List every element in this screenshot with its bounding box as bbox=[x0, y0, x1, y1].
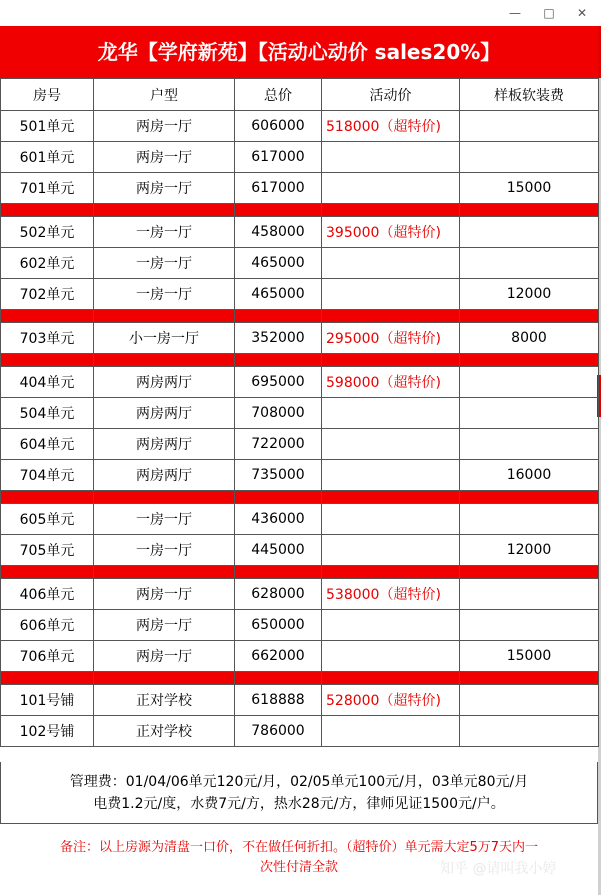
separator-cell bbox=[94, 672, 235, 685]
table-row bbox=[1, 279, 599, 310]
price-cell: 436000 bbox=[235, 504, 322, 535]
separator-cell bbox=[94, 491, 235, 504]
separator-cell bbox=[1, 672, 94, 685]
group-separator bbox=[1, 310, 599, 323]
price-cell: 606000 bbox=[235, 111, 322, 142]
fee-cell: 12000 bbox=[460, 535, 599, 566]
separator-cell bbox=[1, 354, 94, 367]
promo-price-cell: 295000（超特价) bbox=[322, 323, 460, 354]
table-row bbox=[1, 504, 599, 535]
price-cell: 695000 bbox=[235, 367, 322, 398]
separator-cell bbox=[322, 566, 460, 579]
separator-cell bbox=[1, 204, 94, 217]
group-separator bbox=[1, 491, 599, 504]
price-cell: 617000 bbox=[235, 142, 322, 173]
fee-cell: 8000 bbox=[460, 323, 599, 354]
price-table bbox=[0, 78, 599, 747]
separator-cell bbox=[460, 566, 599, 579]
layout-cell: 两房一厅 bbox=[94, 579, 235, 610]
promo-price-cell: 395000（超特价) bbox=[322, 217, 460, 248]
fee-cell bbox=[460, 111, 599, 142]
layout-cell: 两房一厅 bbox=[94, 610, 235, 641]
layout-cell: 一房一厅 bbox=[94, 248, 235, 279]
promo-price-cell bbox=[322, 398, 460, 429]
price-cell: 662000 bbox=[235, 641, 322, 672]
room-cell: 605单元 bbox=[1, 504, 94, 535]
layout-cell: 一房一厅 bbox=[94, 535, 235, 566]
room-cell: 701单元 bbox=[1, 173, 94, 204]
table-header-row bbox=[1, 79, 599, 111]
separator-cell bbox=[460, 491, 599, 504]
promo-price-cell bbox=[322, 429, 460, 460]
table-row bbox=[1, 685, 599, 716]
table-row bbox=[1, 111, 599, 142]
promo-price-cell bbox=[322, 460, 460, 491]
separator-cell bbox=[322, 310, 460, 323]
layout-cell: 两房两厅 bbox=[94, 367, 235, 398]
separator-cell bbox=[1, 566, 94, 579]
separator-cell bbox=[235, 204, 322, 217]
layout-cell: 正对学校 bbox=[94, 716, 235, 747]
separator-cell bbox=[322, 354, 460, 367]
table-row bbox=[1, 460, 599, 491]
separator-cell bbox=[1, 310, 94, 323]
table-row bbox=[1, 173, 599, 204]
table-row bbox=[1, 641, 599, 672]
separator-cell bbox=[94, 204, 235, 217]
watermark: 知乎 @请叫我小婷 bbox=[440, 861, 557, 877]
separator-cell bbox=[1, 491, 94, 504]
promo-price-cell bbox=[322, 535, 460, 566]
room-cell: 404单元 bbox=[1, 367, 94, 398]
promo-price-cell bbox=[322, 248, 460, 279]
promo-price-cell bbox=[322, 142, 460, 173]
price-cell: 786000 bbox=[235, 716, 322, 747]
room-cell: 702单元 bbox=[1, 279, 94, 310]
promo-price-cell bbox=[322, 173, 460, 204]
layout-cell: 一房一厅 bbox=[94, 217, 235, 248]
remark-line-1: 备注：以上房源为清盘一口价，不在做任何折扣。（超特价）单元需大定5万7天内一 bbox=[59, 840, 539, 855]
layout-cell: 两房一厅 bbox=[94, 173, 235, 204]
sheet-title: 龙华【学府新苑】【活动心动价 sales20%】 bbox=[0, 26, 598, 78]
fees-line-1: 管理费：01/04/06单元120元/月，02/05单元100元/月，03单元80元/月 bbox=[69, 774, 529, 790]
fee-cell bbox=[460, 217, 599, 248]
price-cell: 352000 bbox=[235, 323, 322, 354]
room-cell: 604单元 bbox=[1, 429, 94, 460]
price-cell: 458000 bbox=[235, 217, 322, 248]
room-cell: 502单元 bbox=[1, 217, 94, 248]
layout-cell: 两房两厅 bbox=[94, 398, 235, 429]
separator-cell bbox=[460, 310, 599, 323]
promo-price-cell: 518000（超特价) bbox=[322, 111, 460, 142]
room-cell: 606单元 bbox=[1, 610, 94, 641]
table-row bbox=[1, 248, 599, 279]
layout-cell: 小一房一厅 bbox=[94, 323, 235, 354]
maximize-icon[interactable]: □ bbox=[543, 6, 555, 20]
column-header: 户型 bbox=[94, 79, 235, 111]
separator-cell bbox=[235, 672, 322, 685]
fee-cell: 16000 bbox=[460, 460, 599, 491]
room-cell: 101号铺 bbox=[1, 685, 94, 716]
separator-cell bbox=[94, 566, 235, 579]
table-row bbox=[1, 142, 599, 173]
separator-cell bbox=[322, 491, 460, 504]
group-separator bbox=[1, 672, 599, 685]
column-header: 活动价 bbox=[322, 79, 460, 111]
table-row bbox=[1, 535, 599, 566]
layout-cell: 一房一厅 bbox=[94, 504, 235, 535]
table-row bbox=[1, 610, 599, 641]
layout-cell: 两房两厅 bbox=[94, 460, 235, 491]
fee-cell bbox=[460, 367, 599, 398]
separator-cell bbox=[235, 566, 322, 579]
price-cell: 465000 bbox=[235, 279, 322, 310]
room-cell: 705单元 bbox=[1, 535, 94, 566]
room-cell: 501单元 bbox=[1, 111, 94, 142]
fees-line-2: 电费1.2元/度，水费7元/方，热水28元/方，律师见证1500元/户。 bbox=[93, 796, 505, 812]
layout-cell: 两房一厅 bbox=[94, 142, 235, 173]
group-separator bbox=[1, 566, 599, 579]
price-cell: 465000 bbox=[235, 248, 322, 279]
table-row bbox=[1, 716, 599, 747]
promo-price-cell bbox=[322, 279, 460, 310]
room-cell: 102号铺 bbox=[1, 716, 94, 747]
fee-cell bbox=[460, 429, 599, 460]
table-row bbox=[1, 217, 599, 248]
promo-price-cell bbox=[322, 716, 460, 747]
separator-cell bbox=[235, 491, 322, 504]
room-cell: 703单元 bbox=[1, 323, 94, 354]
promo-price-cell bbox=[322, 610, 460, 641]
layout-cell: 两房一厅 bbox=[94, 641, 235, 672]
fees-info bbox=[0, 762, 598, 824]
column-header: 总价 bbox=[235, 79, 322, 111]
promo-price-cell: 528000（超特价) bbox=[322, 685, 460, 716]
separator-cell bbox=[460, 354, 599, 367]
fee-cell: 12000 bbox=[460, 279, 599, 310]
price-cell: 628000 bbox=[235, 579, 322, 610]
room-cell: 704单元 bbox=[1, 460, 94, 491]
promo-price-cell bbox=[322, 504, 460, 535]
price-cell: 735000 bbox=[235, 460, 322, 491]
promo-price-cell: 538000（超特价) bbox=[322, 579, 460, 610]
layout-cell: 两房一厅 bbox=[94, 111, 235, 142]
separator-cell bbox=[322, 672, 460, 685]
room-cell: 406单元 bbox=[1, 579, 94, 610]
room-cell: 602单元 bbox=[1, 248, 94, 279]
column-header: 样板软装费 bbox=[460, 79, 599, 111]
remark-line-2: 次性付清全款 bbox=[259, 860, 338, 875]
fee-cell bbox=[460, 579, 599, 610]
room-cell: 706单元 bbox=[1, 641, 94, 672]
separator-cell bbox=[235, 310, 322, 323]
fee-cell bbox=[460, 398, 599, 429]
separator-cell bbox=[94, 310, 235, 323]
fee-cell bbox=[460, 716, 599, 747]
fee-cell bbox=[460, 685, 599, 716]
separator-cell bbox=[322, 204, 460, 217]
fee-cell: 15000 bbox=[460, 641, 599, 672]
close-icon[interactable]: ✕ bbox=[576, 6, 588, 20]
table-row bbox=[1, 429, 599, 460]
column-header: 房号 bbox=[1, 79, 94, 111]
separator-cell bbox=[94, 354, 235, 367]
table-row bbox=[1, 323, 599, 354]
fee-cell bbox=[460, 142, 599, 173]
price-cell: 445000 bbox=[235, 535, 322, 566]
group-separator bbox=[1, 354, 599, 367]
separator-cell bbox=[235, 354, 322, 367]
separator-cell bbox=[460, 672, 599, 685]
layout-cell: 一房一厅 bbox=[94, 279, 235, 310]
promo-price-cell: 598000（超特价) bbox=[322, 367, 460, 398]
layout-cell: 两房两厅 bbox=[94, 429, 235, 460]
group-separator bbox=[1, 204, 599, 217]
price-cell: 722000 bbox=[235, 429, 322, 460]
price-cell: 617000 bbox=[235, 173, 322, 204]
fee-cell bbox=[460, 504, 599, 535]
promo-price-cell bbox=[322, 641, 460, 672]
room-cell: 601单元 bbox=[1, 142, 94, 173]
table-row bbox=[1, 398, 599, 429]
table-row bbox=[1, 367, 599, 398]
fee-cell bbox=[460, 610, 599, 641]
price-cell: 618888 bbox=[235, 685, 322, 716]
window-titlebar bbox=[0, 0, 601, 26]
table-row bbox=[1, 579, 599, 610]
separator-cell bbox=[460, 204, 599, 217]
price-cell: 650000 bbox=[235, 610, 322, 641]
fee-cell bbox=[460, 248, 599, 279]
fee-cell: 15000 bbox=[460, 173, 599, 204]
room-cell: 504单元 bbox=[1, 398, 94, 429]
layout-cell: 正对学校 bbox=[94, 685, 235, 716]
price-cell: 708000 bbox=[235, 398, 322, 429]
minimize-icon[interactable]: — bbox=[509, 6, 521, 20]
